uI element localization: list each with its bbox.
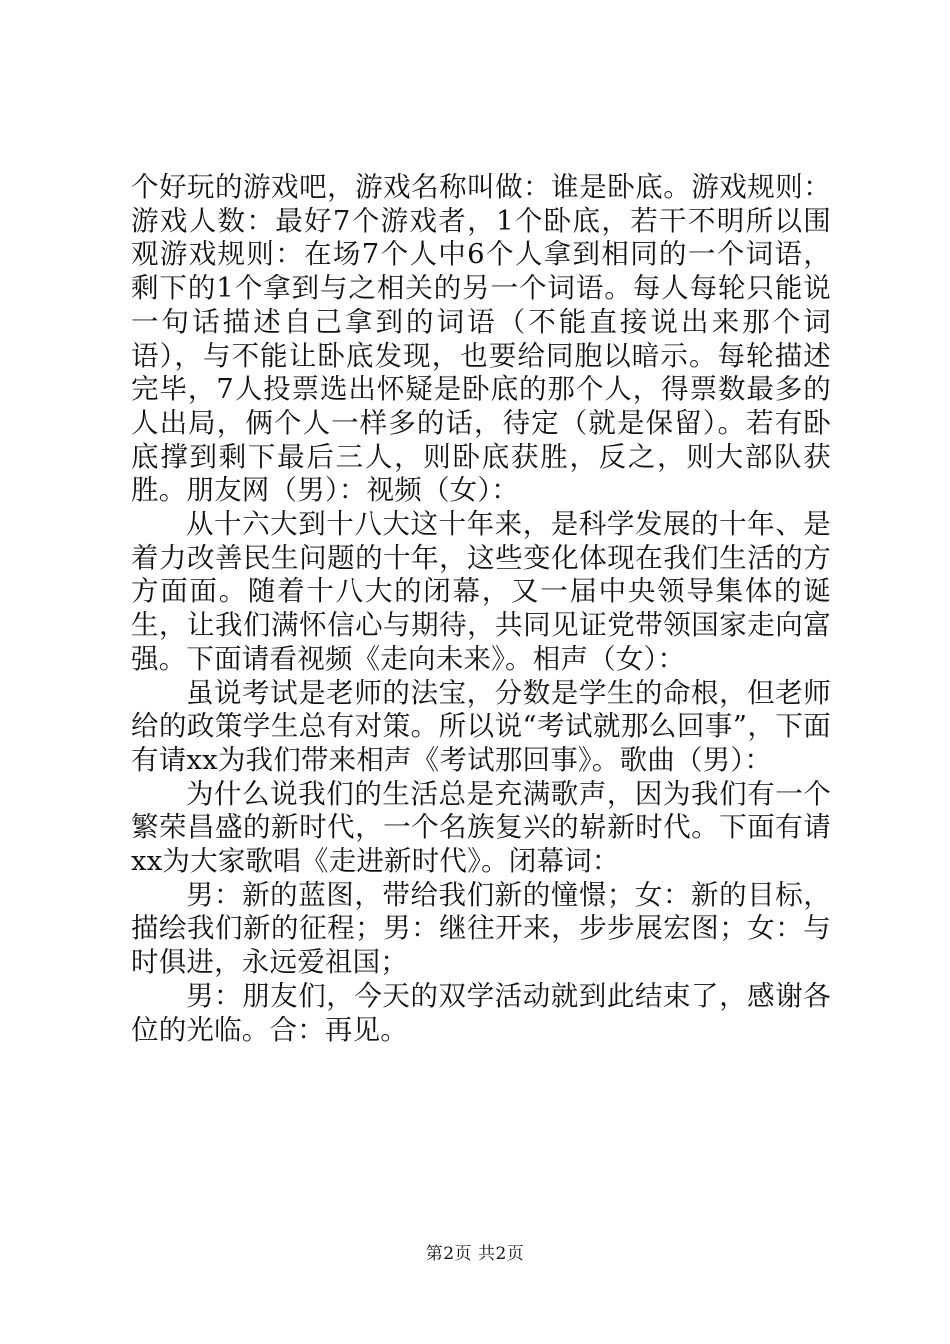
paragraph-video-intro: 从十六大到十八大这十年来，是科学发展的十年、是着力改善民生问题的十年，这些变化体现在我们生活的方方面面。随着十八大的闭幕，又一届中央领导集体的诞生，让我们满怀信心与期待，共同见证党带领国家走向富强。下面请看视频《走向未来》。相声（女）：	[131, 508, 831, 675]
paragraph-closing-dialogue: 男：新的蓝图，带给我们新的憧憬；女：新的目标，描绘我们新的征程；男：继往开来，步步展宏图；女：与时俱进，永远爱祖国；	[131, 878, 831, 979]
paragraph-song-intro: 为什么说我们的生活总是充满歌声，因为我们有一个繁荣昌盛的新时代，一个名族复兴的崭新时代。下面有请xx为大家歌唱《走进新时代》。闭幕词：	[131, 777, 831, 878]
page-number: 第2页 共2页	[425, 1244, 525, 1264]
paragraph-farewell: 男：朋友们，今天的双学活动就到此结束了，感谢各位的光临。合：再见。	[131, 979, 831, 1046]
paragraph-crosstalk-intro: 虽说考试是老师的法宝，分数是学生的命根，但老师给的政策学生总有对策。所以说“考试就那么回事”，下面有请xx为我们带来相声《考试那回事》。歌曲（男）：	[131, 676, 831, 776]
document-body	[131, 171, 831, 1047]
paragraph-game-rules: 个好玩的游戏吧，游戏名称叫做：谁是卧底。游戏规则：游戏人数：最好7个游戏者，1个卧底，若干不明所以围观游戏规则：在场7个人中6个人拿到相同的一个词语，剩下的1个拿到与之相关的另一个词语。每人每轮只能说一句话描述自己拿到的词语（不能直接说出来那个词语），与不能让卧底发现，也要给同胞以暗示。每轮描述完毕，7人投票选出怀疑是卧底的那个人，得票数最多的人出局，俩个人一样多的话，待定（就是保留）。若有卧底撑到剩下最后三人，则卧底获胜，反之，则大部队获胜。朋友网（男）：视频（女）：	[131, 171, 831, 507]
